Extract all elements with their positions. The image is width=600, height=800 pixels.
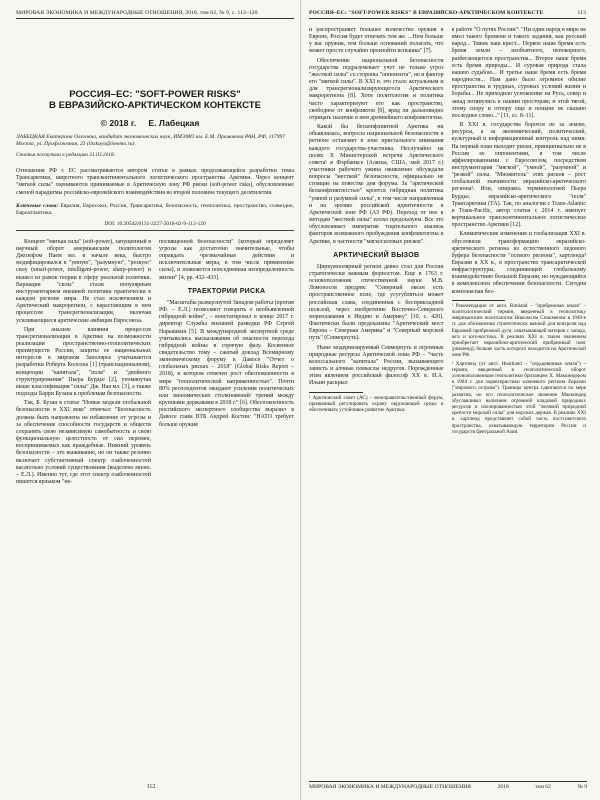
footer-year: 2018 [497,784,509,790]
page-number-right: 113 [577,10,586,16]
paragraph: Так, Б. Бузан в статье "Новые модели глобальной безопасности в XXI веке" отмечал: "Безопасность должна быть направлена на избавление от угрозы и за обеспечение способности государств и обществ сохранять свою независимую самобытность и свою функциональную целостность от сил перемен, воспринимаемых как враждебные. Нижний уровень безопасности – это выживание, но он также резонно включает субстантивный спектр озабоченностей касательно условий существования (выделено мною. – Е.Л.). Именно тут, где этот спектр озабоченностей пишется ярлыком "не- [16,400,151,485]
doi: DOI: 10.20542/0131-2227-2018-62-9-112-120 [16,221,294,231]
paragraph: Концепт "мягкая сила" (soft-power), запущенный в научный оборот американским политологом Джозефом Наем мл. в начале века, быстро модифицировался в "умную", "разумную", "резкую" силу (smart-power, intelligent-power, sharp-power) и вышел из рамок теории в сферу реальной политики. Вариации "силы" стали популярным инструментарием внешней политики практически в каждом регионе мира. Не стал исключением и Арктический макрорегион, с нарастающим в нем процессом трансрегионализации, включая усиливающиеся арктические амбиции Евросоюза. [16,238,151,324]
section-heading-arctic: АРКТИЧЕСКИЙ ВЫЗОВ [333,251,420,259]
footnote-divider [452,300,506,301]
footnote: ³ Хартленд (от англ. Heartland – "сердцевинная земля") – термин, введенный в геополитический оборот основоположником геополитики британцем Х. Маккиндером в 1904 г. для характеристики ключевого региона Евразии ("мирового острова"). Границы центра сдвигаются по мере развития, но его геополитическое значение Маккиндер обуславливал наличием огромной кладовой природных ресурсов и изолированностью этой "великой природной крепости морской силы" для морских держав. В реалиях XXI в. хартленд представляет собой часть постсоветского пространства, охватывающую территории России и государств Центральной Азии. [451,360,586,435]
paragraph: Циркумполярный регион давно стал для России стратегически важным форпостом. Еще в 1763 г. основоположник отечественной науки М.В. Ломоносов предрек: "Северный океан есть пространственное поле, где усугубляться может российская слава, соединенная с бесприкладной пользой, через изобретение Восточно-Северного мореплавания в Индию и Америку" [10, с. 420]. Фактически были предсказаны "Арктический мост Европа – Северная Америка" и "Северный морской путь" (Севморпуть). [309,263,444,342]
author-line [16,118,294,128]
footnote-divider [309,392,363,393]
copyright: © 2018 г. [100,118,136,128]
page-number-left: 112 [146,784,156,790]
received-date: Статья поступила в редакцию 21.03.2018. [16,152,116,158]
footer-issue: № 9 [577,784,587,790]
right-body-columns [309,27,586,787]
running-head-left [16,10,294,19]
left-body-columns [16,239,294,800]
paragraph: В XXI в. государства боротся не за землю, ресурсы, а за экономический, политический, культурный и информационный контроль над ними. На первый план выходит риски, принципиально не в России ее оппонентами, в том числе аффилированными с Евросоюзом, посредством инструментария "мягкой", "умной", "разумной" и "резкой" силы. "Множитель" этих рисков – рост глобальной значимости евразийско-арктического региона². Или, опираясь терминологией Пьера Бурдье, евразийско-арктического "поля" Трансарктики (ТА). Так, по аналогии с Trans-Atlantic и Trans-Pacific, автор статьи с 2014 г. именует вертикальное трансконтинентальное логистическое пространство Арктики [12]. [451,122,586,229]
paragraph: Какой бы бесконфликтной Арктика ни объявлялась, вопросы национальной безопасности в регионе оставляет в зоне пристального внимания каждого государства-участника. Неслучайно на полях X Министерской встречи Арктического совета¹ в Фэрбанксе (Аляска, США, май 2017 г.) участники рабочего ужина оживленно обсуждали вопросы "жесткой" безопасности, официально не стоящие на повестке дня форума. За "арктической бесконфликтностью" кроется гибридная политика "умной и разумной силы", в том числе направленная и на эрозию российской идентичности в Арктической зоне РФ (АЗ РФ). Переход от нее к методам "жесткой силы" плохо предсказуем. Все это обусловливает императив тщательного анализа факторов возможного пробуждения конфликтогена в Арктике, в частности "мягкосиловых рисков". [309,124,444,245]
title-line-1: РОССИЯ–ЕС: "SOFT-POWER RISKS" [69,89,241,100]
keywords-label: Ключевые слова: [16,202,59,209]
journal-citation: МИРОВАЯ ЭКОНОМИКА И МЕЖДУНАРОДНЫЕ ОТНОШЕНИЯ, 2018, том 62, № 9, с. 112–120 [16,10,258,16]
article-title [16,89,294,111]
paragraph: При анализе влияния процессов трансрегионализации в Арктике на возможности реализации пространственно-геополитических преимуществ России, защиты ее национальных интересов в мировом Заполярье учитываются разработки Роберта Колсона [1] (транснационализм), концепции "капитала", "поля" и "двойного структурирования" Пьера Бурдье [2], упомянутая выше классификация "силы" Дж. Ная мл. [3], а также подходы Барри Бузана к проблемам безопасности. [16,326,151,398]
left-column-1 [16,239,151,800]
author-affiliation: ЛАБЕЦКАЯ Екатерина Олеговна, кандидат экономических наук, ИМЭМО им. Е.М. Примакова РАН, РФ, 117997 Москва, ул. Профсоюзная, 23 (litskaya@imemo.ru). [16,134,285,147]
abstract: Отношения РФ с ЕС рассматриваются автором статьи в рамках продолжающейся разработки темы Трансарктики, широтного трансконтинентального логистического пространства Арктики. Через концепт "мягкой силы" оцениваются принимаемые в Арктическую зону РФ риски (soft-power risks), обусловленные сменой парадигмы российско-европейского взаимодействия во второй половине текущего десятилетия. [16,168,294,196]
keywords [16,203,294,217]
footer-journal: МИРОВАЯ ЭКОНОМИКА И МЕЖДУНАРОДНЫЕ ОТНОШЕНИЯ [309,784,472,790]
footnote: ¹ Арктический совет (АС) – межправительственный форум, призванный регулировать охрану окружающей среды и обеспечивать устойчивое развитие Арктики. [309,394,444,413]
article-running-title: РОССИЯ–ЕС: "SOFT-POWER RISKS" В ЕВРАЗИЙСКО-АРКТИЧЕСКОМ КОНТЕКСТЕ [309,10,544,16]
right-column-1 [309,27,444,787]
keywords-list: Евразия, Евросоюз, Россия, Трансарктика, безопасность, геополитика, пространство, созвездие, Евроатлантика. [16,202,294,216]
paragraph: Ныне модернизируемый Севморпуть и огромные природные ресурсы Арктической зоны РФ – "часть колоссального "капитала" России, вызывающего зависть и алчные помыслы недругов. Порожденные этим явлением российский философ XX в. И.А. Ильин раскрыл [309,344,444,387]
title-line-2: В ЕВРАЗИЙСКО-АРКТИЧЕСКОМ КОНТЕКСТЕ [48,100,262,111]
section-heading-risk: ТРАЕКТОРИИ РИСКА [187,287,266,295]
title-block [16,89,294,231]
page-footer [309,781,587,790]
paragraph: Обеспечение национальной безопасности государства подразумевает учет не только угроз "жесткой силы" со стороны "оппонента", но и фактор его "мягкой силы". В XXI в. это стало актуальным и для трансрегионализирующегося Арктического макрорегиона [8]. Хотя политология и политика часто характеризуют его как пространство, свободное от конфликтов [9], вряд ли дальновидно отрицать наличие в нем древнейшего конфликтогена. [309,57,444,121]
right-page [300,0,600,800]
author-name: Е. Лабецкая [148,118,200,128]
left-column-2 [159,239,294,800]
paragraph: и распространяет большее количество оружия в Европе, Россия будет отвечать тем же. ...Нем больше у вас оружия, тем больше оснований полагать, что может просто случайно произойти вспышка" [7]. [309,27,444,55]
paragraph: "Масштабы разверзнутой Западом работы (против РФ. – Е.Л.) позволяют говорить о необъявленной гибридной войне", – констатировал в конце 2017 г. директор Службы внешней разведки РФ Сергей Нарышкин [5]. В международной экспертной среде учитывались высказывания об опасности перехода гибридной войны в горячую фазу. Косвенное свидетельство тому – сжатый доклад Всемирному экономическому форуму в Давосе "Отчет о глобальных рисках – 2018" (Global Risks Report – 2018), в котором отмечен рост обеспокоенности в мире "геополитической напряженностью". Почти 80% респондентов ожидают усиления политических или экономических столкновений/ трений между крупными державами в 2018 г." [6]. Обеспокоенность российского экспертного сообщества выразил в Давосе глава ВТБ Андрей Костин: "НАТО требует больше оружия [159,299,294,428]
paragraph: Климатические изменения и глобализация XXI в. обусловили трансформацию евразийско-арктического региона из естественного ледового буфера безопасности "осевого региона", хартленда³ Евразии в XX в., в пространство трансарктической инфраструктуры, соединяющей глобальному взаимодействию большой Евразии, но нуждающийся в комплексном обеспечении безопасности. Сегодня комплексная без- [451,231,586,295]
paragraph: посвященной безопасности" (который определяет угрозы как достаточно значительные, чтобы оправдать чрезвычайные действия и исключительные меры, в том числе применение силы), и появляется повседневная неопределенность жизни" [4, рр. 432–433]. [159,238,294,281]
right-column-2 [452,27,587,787]
paragraph: в работе "О путях России": "Ни один народ в мире не имел такого бремени и такого задания, как русский народ... Тяжек наш крест... Первое наше бремя есть бремя земли – необъятного, непокорного, разбегающегося пространства... Второе наше бремя есть бремя природы... И суровая природа стала нашею судьбою... И третье наше бремя есть бремя народности... Нам дано было огромное обилие пространства и трудных, суровых условий жизни и борьбы... Не приходило успокоение на Русь, север и запад потянулись к нашим просторам; и этой тягой, этому спору и отпору еще и поныне не сказано последнее слово..." [11, сс. 8–11]. [451,27,586,119]
footnote: ² Рекомендации от англ. Rimland – "прибрежная земля" – политологический термин, введенный в геополитику американским политологом Николасом Спикменом в 1940-е гг. для обозначения стратегически важной для контроля над Евразией прибрежной дуги, охватывающей материк с запада, юга и юго-востока. В реалиях XXI в. таким значением приобретает евразийско-арктический прибрежный пояс (римленд), больше часть которого находится на Арктической зоне РФ. [451,302,586,359]
running-head-right [309,10,586,19]
footer-volume: том 62 [535,784,551,790]
